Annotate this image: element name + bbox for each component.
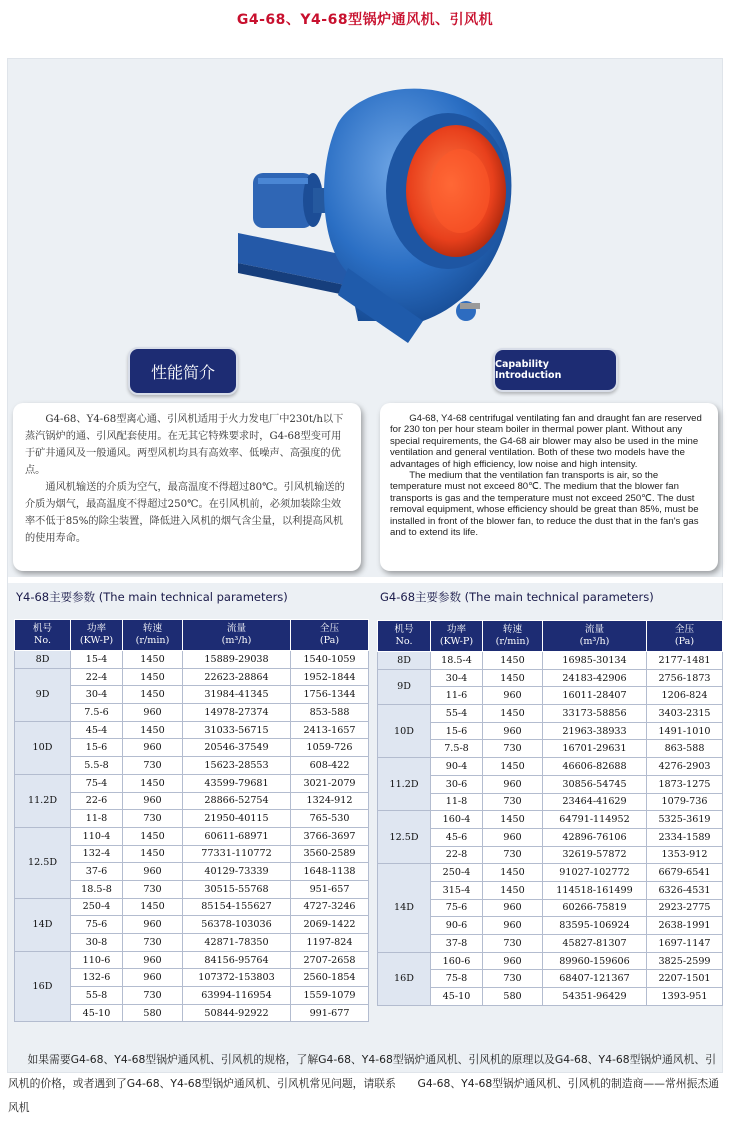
power-cell: 45-10 <box>71 1004 123 1022</box>
speed-cell: 960 <box>483 899 543 917</box>
header-model: 机号 No. <box>15 620 71 651</box>
speed-cell: 1450 <box>123 774 183 792</box>
flow-cell: 15623-28553 <box>183 757 291 775</box>
speed-cell: 1450 <box>123 651 183 669</box>
power-cell: 75-6 <box>71 916 123 934</box>
intro-heading-english: Capability Introduction <box>493 348 618 392</box>
flow-cell: 33173-58856 <box>543 705 647 723</box>
pressure-cell: 991-677 <box>291 1004 369 1022</box>
pressure-cell: 1197-824 <box>291 934 369 952</box>
power-cell: 45-4 <box>71 721 123 739</box>
flow-cell: 83595-106924 <box>543 917 647 935</box>
power-cell: 75-4 <box>71 774 123 792</box>
flow-cell: 54351-96429 <box>543 988 647 1006</box>
pressure-cell: 3021-2079 <box>291 774 369 792</box>
pressure-cell: 5325-3619 <box>647 811 723 829</box>
speed-cell: 730 <box>123 987 183 1005</box>
power-cell: 160-4 <box>431 811 483 829</box>
flow-cell: 89960-159606 <box>543 952 647 970</box>
power-cell: 315-4 <box>431 881 483 899</box>
flow-cell: 46606-82688 <box>543 758 647 776</box>
flow-cell: 42871-78350 <box>183 934 291 952</box>
power-cell: 75-8 <box>431 970 483 988</box>
footer-description: 如果需要G4-68、Y4-68型锅炉通风机、引风机的规格，了解G4-68、Y4-68型锅炉通风机、引风机的原理以及G4-68、Y4-68型锅炉通风机、引风机的价格，或者遇到了G4-68、Y4-68型锅炉通风机、引风机常见问题，请联系 G4-68、Y4-68型锅炉通风机、引风机的制造商——常州振杰通风机 <box>8 1053 719 1114</box>
flow-cell: 20546-37549 <box>183 739 291 757</box>
pressure-cell: 1059-726 <box>291 739 369 757</box>
pressure-cell: 2069-1422 <box>291 916 369 934</box>
header-speed: 转速 (r/min) <box>123 620 183 651</box>
speed-cell: 730 <box>123 880 183 898</box>
intro-paragraph: G4-68, Y4-68 centrifugal ventilating fan and draught fan are reserved for 230 ton per hour steam boiler in thermal power plant. Without any special requirements, the G4-68 air blower may also be used in the mine ventilation and general ventilation. Both of these two models have the advantages of high efficiency, low noise and high intensity. <box>390 413 702 470</box>
model-cell: 14D <box>15 898 71 951</box>
fan-product-photo <box>198 63 528 353</box>
speed-cell: 960 <box>483 917 543 935</box>
pressure-cell: 1873-1275 <box>647 775 723 793</box>
power-cell: 45-6 <box>431 828 483 846</box>
header-speed: 转速 (r/min) <box>483 621 543 652</box>
power-cell: 55-4 <box>431 705 483 723</box>
flow-cell: 14978-27374 <box>183 704 291 722</box>
model-cell: 12.5D <box>15 827 71 898</box>
speed-cell: 580 <box>483 988 543 1006</box>
pressure-cell: 2413-1657 <box>291 721 369 739</box>
power-cell: 37-8 <box>431 935 483 953</box>
model-cell: 12.5D <box>378 811 431 864</box>
power-cell: 11-6 <box>431 687 483 705</box>
flow-cell: 30515-55768 <box>183 880 291 898</box>
flow-cell: 91027-102772 <box>543 864 647 882</box>
flow-cell: 85154-155627 <box>183 898 291 916</box>
y4-parameters-table <box>14 619 369 1022</box>
pressure-cell: 1559-1079 <box>291 987 369 1005</box>
flow-cell: 45827-81307 <box>543 935 647 953</box>
table-row <box>378 952 723 970</box>
power-cell: 75-6 <box>431 899 483 917</box>
power-cell: 132-6 <box>71 969 123 987</box>
power-cell: 90-4 <box>431 758 483 776</box>
power-cell: 18.5-8 <box>71 880 123 898</box>
header-pressure: 全压 (Pa) <box>647 621 723 652</box>
pressure-cell: 3766-3697 <box>291 827 369 845</box>
pressure-cell: 608-422 <box>291 757 369 775</box>
speed-cell: 1450 <box>123 721 183 739</box>
flow-cell: 84156-95764 <box>183 951 291 969</box>
speed-cell: 730 <box>483 846 543 864</box>
g4-parameters-table <box>377 620 723 1006</box>
table-row <box>15 898 369 916</box>
speed-cell: 960 <box>123 792 183 810</box>
flow-cell: 16011-28407 <box>543 687 647 705</box>
intro-paragraph: G4-68、Y4-68型离心通、引风机适用于火力发电厂中230t/h以下蒸汽锅炉的通、引风配套使用。在无其它特殊要求时，G4-68型变可用于矿井通风及一般通风。两型风机均具有高效率、低噪声、高强度的优点。 <box>25 414 344 476</box>
model-cell: 14D <box>378 864 431 952</box>
table-row <box>15 951 369 969</box>
model-cell: 8D <box>15 651 71 669</box>
flow-cell: 32619-57872 <box>543 846 647 864</box>
section-divider <box>8 577 724 583</box>
speed-cell: 730 <box>123 934 183 952</box>
pressure-cell: 1324-912 <box>291 792 369 810</box>
flow-cell: 31033-56715 <box>183 721 291 739</box>
power-cell: 15-4 <box>71 651 123 669</box>
power-cell: 55-8 <box>71 987 123 1005</box>
flow-cell: 56378-103036 <box>183 916 291 934</box>
table-body <box>15 651 369 1022</box>
header-pressure: 全压 (Pa) <box>291 620 369 651</box>
model-cell: 11.2D <box>378 758 431 811</box>
power-cell: 250-4 <box>71 898 123 916</box>
speed-cell: 960 <box>123 969 183 987</box>
speed-cell: 730 <box>483 970 543 988</box>
header-flow: 流量 (m³/h) <box>543 621 647 652</box>
pressure-cell: 4276-2903 <box>647 758 723 776</box>
intro-paragraph: The medium that the ventilation fan transports is air, so the temperature must not exceed 80℃. The medium that the blower fan transports is gas and the temperature must not exceed 250℃. The dust removal equipment, whose efficiency should be great than 85%, must be installed in front of the blower fan, to reduce the dust that in the fan's gas and to extend its life. <box>390 470 699 539</box>
flow-cell: 63994-116954 <box>183 987 291 1005</box>
pressure-cell: 1206-824 <box>647 687 723 705</box>
speed-cell: 960 <box>483 828 543 846</box>
power-cell: 30-6 <box>431 775 483 793</box>
pressure-cell: 2334-1589 <box>647 828 723 846</box>
speed-cell: 1450 <box>123 686 183 704</box>
speed-cell: 580 <box>123 1004 183 1022</box>
pressure-cell: 1079-736 <box>647 793 723 811</box>
flow-cell: 16985-30134 <box>543 652 647 670</box>
pressure-cell: 2177-1481 <box>647 652 723 670</box>
flow-cell: 28866-52754 <box>183 792 291 810</box>
intro-heading-chinese: 性能简介 <box>128 347 238 395</box>
speed-cell: 1450 <box>483 652 543 670</box>
power-cell: 11-8 <box>71 810 123 828</box>
power-cell: 110-6 <box>71 951 123 969</box>
table-header-row <box>378 621 723 652</box>
power-cell: 22-4 <box>71 668 123 686</box>
power-cell: 30-8 <box>71 934 123 952</box>
power-cell: 15-6 <box>71 739 123 757</box>
model-cell: 8D <box>378 652 431 670</box>
intro-paragraph: 通风机输送的介质为空气，最高温度不得超过80℃。引风机输送的介质为烟气，最高温度不得超过250℃。在引风机前，必须加装除尘效率不低于85%的除尘装置，降低进入风机的烟气含尘量，以利提高风机的使用寿命。 <box>25 482 345 544</box>
flow-cell: 64791-114952 <box>543 811 647 829</box>
speed-cell: 960 <box>123 916 183 934</box>
flow-cell: 21963-38933 <box>543 722 647 740</box>
flow-cell: 22623-28864 <box>183 668 291 686</box>
table-row <box>378 864 723 882</box>
pressure-cell: 1697-1147 <box>647 935 723 953</box>
pressure-cell: 2560-1854 <box>291 969 369 987</box>
pressure-cell: 1648-1138 <box>291 863 369 881</box>
table-row <box>15 721 369 739</box>
pressure-cell: 2756-1873 <box>647 669 723 687</box>
speed-cell: 1450 <box>483 669 543 687</box>
speed-cell: 730 <box>483 935 543 953</box>
speed-cell: 1450 <box>483 758 543 776</box>
flow-cell: 60266-75819 <box>543 899 647 917</box>
pressure-cell: 2923-2775 <box>647 899 723 917</box>
table-row <box>378 669 723 687</box>
speed-cell: 1450 <box>123 898 183 916</box>
speed-cell: 1450 <box>123 845 183 863</box>
flow-cell: 24183-42906 <box>543 669 647 687</box>
power-cell: 132-4 <box>71 845 123 863</box>
speed-cell: 730 <box>123 757 183 775</box>
flow-cell: 16701-29631 <box>543 740 647 758</box>
table-row <box>378 652 723 670</box>
power-cell: 7.5-8 <box>431 740 483 758</box>
table-row <box>378 811 723 829</box>
speed-cell: 730 <box>483 793 543 811</box>
flow-cell: 68407-121367 <box>543 970 647 988</box>
y4-table-title: Y4-68主要参数 (The main technical parameters) <box>16 590 288 604</box>
speed-cell: 1450 <box>483 705 543 723</box>
power-cell: 250-4 <box>431 864 483 882</box>
speed-cell: 1450 <box>483 811 543 829</box>
pressure-cell: 3825-2599 <box>647 952 723 970</box>
model-cell: 16D <box>378 952 431 1005</box>
power-cell: 37-6 <box>71 863 123 881</box>
header-model: 机号 No. <box>378 621 431 652</box>
pressure-cell: 951-657 <box>291 880 369 898</box>
pressure-cell: 1756-1344 <box>291 686 369 704</box>
speed-cell: 960 <box>483 687 543 705</box>
pressure-cell: 1353-912 <box>647 846 723 864</box>
power-cell: 11-8 <box>431 793 483 811</box>
flow-cell: 107372-153803 <box>183 969 291 987</box>
table-row <box>15 651 369 669</box>
product-catalog-image <box>7 58 723 1073</box>
speed-cell: 730 <box>123 810 183 828</box>
pressure-cell: 4727-3246 <box>291 898 369 916</box>
model-cell: 16D <box>15 951 71 1022</box>
flow-cell: 30856-54745 <box>543 775 647 793</box>
pressure-cell: 3560-2589 <box>291 845 369 863</box>
pressure-cell: 863-588 <box>647 740 723 758</box>
power-cell: 22-6 <box>71 792 123 810</box>
model-cell: 11.2D <box>15 774 71 827</box>
g4-table-title: G4-68主要参数 (The main technical parameters) <box>380 590 654 604</box>
flow-cell: 23464-41629 <box>543 793 647 811</box>
pressure-cell: 2638-1991 <box>647 917 723 935</box>
speed-cell: 1450 <box>483 864 543 882</box>
intro-text-english <box>380 403 718 571</box>
speed-cell: 960 <box>123 739 183 757</box>
flow-cell: 31984-41345 <box>183 686 291 704</box>
speed-cell: 960 <box>483 722 543 740</box>
power-cell: 22-8 <box>431 846 483 864</box>
pressure-cell: 6679-6541 <box>647 864 723 882</box>
pressure-cell: 1540-1059 <box>291 651 369 669</box>
page-title: G4-68、Y4-68型锅炉通风机、引风机 <box>236 12 494 28</box>
pressure-cell: 765-530 <box>291 810 369 828</box>
speed-cell: 1450 <box>123 668 183 686</box>
flow-cell: 60611-68971 <box>183 827 291 845</box>
model-cell: 10D <box>378 705 431 758</box>
table-row <box>378 758 723 776</box>
power-cell: 15-6 <box>431 722 483 740</box>
flow-cell: 50844-92922 <box>183 1004 291 1022</box>
speed-cell: 960 <box>483 775 543 793</box>
flow-cell: 21950-40115 <box>183 810 291 828</box>
pressure-cell: 3403-2315 <box>647 705 723 723</box>
pressure-cell: 6326-4531 <box>647 881 723 899</box>
table-row <box>378 705 723 723</box>
speed-cell: 960 <box>123 863 183 881</box>
table-row <box>15 827 369 845</box>
pressure-cell: 853-588 <box>291 704 369 722</box>
pressure-cell: 1952-1844 <box>291 668 369 686</box>
table-row <box>15 668 369 686</box>
pressure-cell: 1491-1010 <box>647 722 723 740</box>
power-cell: 18.5-4 <box>431 652 483 670</box>
speed-cell: 730 <box>483 740 543 758</box>
intro-text-chinese <box>13 403 361 571</box>
speed-cell: 960 <box>123 704 183 722</box>
pressure-cell: 2207-1501 <box>647 970 723 988</box>
flow-cell: 15889-29038 <box>183 651 291 669</box>
power-cell: 30-4 <box>431 669 483 687</box>
speed-cell: 960 <box>123 951 183 969</box>
flow-cell: 40129-73339 <box>183 863 291 881</box>
header-power: 功率 (KW-P) <box>431 621 483 652</box>
flow-cell: 77331-110772 <box>183 845 291 863</box>
pressure-cell: 2707-2658 <box>291 951 369 969</box>
power-cell: 110-4 <box>71 827 123 845</box>
power-cell: 7.5-6 <box>71 704 123 722</box>
table-header-row <box>15 620 369 651</box>
power-cell: 90-6 <box>431 917 483 935</box>
pressure-cell: 1393-951 <box>647 988 723 1006</box>
model-cell: 10D <box>15 721 71 774</box>
header-flow: 流量 (m³/h) <box>183 620 291 651</box>
speed-cell: 960 <box>483 952 543 970</box>
power-cell: 30-4 <box>71 686 123 704</box>
model-cell: 9D <box>15 668 71 721</box>
header-power: 功率 (KW-P) <box>71 620 123 651</box>
table-body <box>378 652 723 1006</box>
flow-cell: 42896-76106 <box>543 828 647 846</box>
flow-cell: 114518-161499 <box>543 881 647 899</box>
speed-cell: 1450 <box>123 827 183 845</box>
speed-cell: 1450 <box>483 881 543 899</box>
flow-cell: 43599-79681 <box>183 774 291 792</box>
model-cell: 9D <box>378 669 431 704</box>
power-cell: 160-6 <box>431 952 483 970</box>
power-cell: 5.5-8 <box>71 757 123 775</box>
power-cell: 45-10 <box>431 988 483 1006</box>
table-row <box>15 774 369 792</box>
